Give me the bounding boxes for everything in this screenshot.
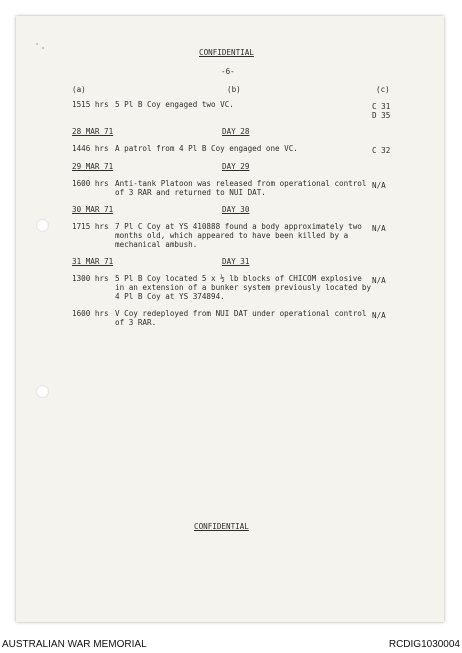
entry-text: 5 Pl B Coy engaged two VC. — [115, 100, 234, 109]
punch-hole-bottom — [36, 385, 49, 398]
entry-time: 1600 hrs — [72, 309, 109, 318]
column-header-b: (b) — [227, 85, 241, 94]
entry-text: 5 Pl B Coy located 5 x ½ lb blocks of CHICOM explosive — [115, 274, 362, 283]
archive-footer — [0, 636, 462, 653]
entry-text: of 3 RAR and returned to NUI DAT. — [115, 188, 266, 197]
entry-text: V Coy redeployed from NUI DAT under operational control — [115, 309, 367, 318]
entry-time: 1715 hrs — [72, 222, 109, 231]
classification-header: CONFIDENTIAL — [199, 48, 254, 57]
entry-reference: C 32 — [372, 146, 391, 155]
column-header-a: (a) — [72, 85, 86, 94]
entry-text: in an extension of a bunker system previously located by — [115, 283, 372, 292]
entry-reference: C 31 — [372, 102, 391, 111]
page-number: -6- — [221, 67, 235, 76]
entry-text: Anti-tank Platoon was released from operational control — [115, 179, 367, 188]
entry-time: 1515 hrs — [72, 100, 109, 109]
day-heading: DAY 31 — [222, 257, 250, 266]
entry-text: mechanical ambush. — [115, 240, 198, 249]
entry-text: 7 Pl C Coy at YS 410888 found a body approximately two — [115, 222, 362, 231]
entry-reference: N/A — [372, 311, 386, 320]
day-heading: DAY 29 — [222, 162, 250, 171]
entry-text: of 3 RAR. — [115, 318, 157, 327]
entry-reference: N/A — [372, 276, 386, 285]
entry-time: 1446 hrs — [72, 144, 109, 153]
paper-mark — [42, 47, 44, 49]
entry-text: A patrol from 4 Pl B Coy engaged one VC. — [115, 144, 298, 153]
entry-reference: D 35 — [372, 111, 391, 120]
column-header-c: (c) — [376, 85, 390, 94]
date-heading: 31 MAR 71 — [72, 257, 114, 266]
entry-time: 1600 hrs — [72, 179, 109, 188]
entry-time: 1300 hrs — [72, 274, 109, 283]
date-heading: 30 MAR 71 — [72, 205, 114, 214]
record-id: RCDIG1030004 — [388, 639, 460, 650]
day-heading: DAY 28 — [222, 127, 250, 136]
entry-text: 4 Pl B Coy at YS 374894. — [115, 292, 225, 301]
institution-name: AUSTRALIAN WAR MEMORIAL — [2, 639, 147, 650]
day-heading: DAY 30 — [222, 205, 250, 214]
punch-hole-top — [36, 219, 49, 232]
classification-footer: CONFIDENTIAL — [194, 522, 249, 531]
date-heading: 29 MAR 71 — [72, 162, 114, 171]
paper-mark — [36, 43, 38, 45]
entry-reference: N/A — [372, 224, 386, 233]
entry-text: months old, which appeared to have been killed by a — [115, 231, 349, 240]
date-heading: 28 MAR 71 — [72, 127, 114, 136]
entry-reference: N/A — [372, 181, 386, 190]
document-page — [16, 16, 444, 622]
